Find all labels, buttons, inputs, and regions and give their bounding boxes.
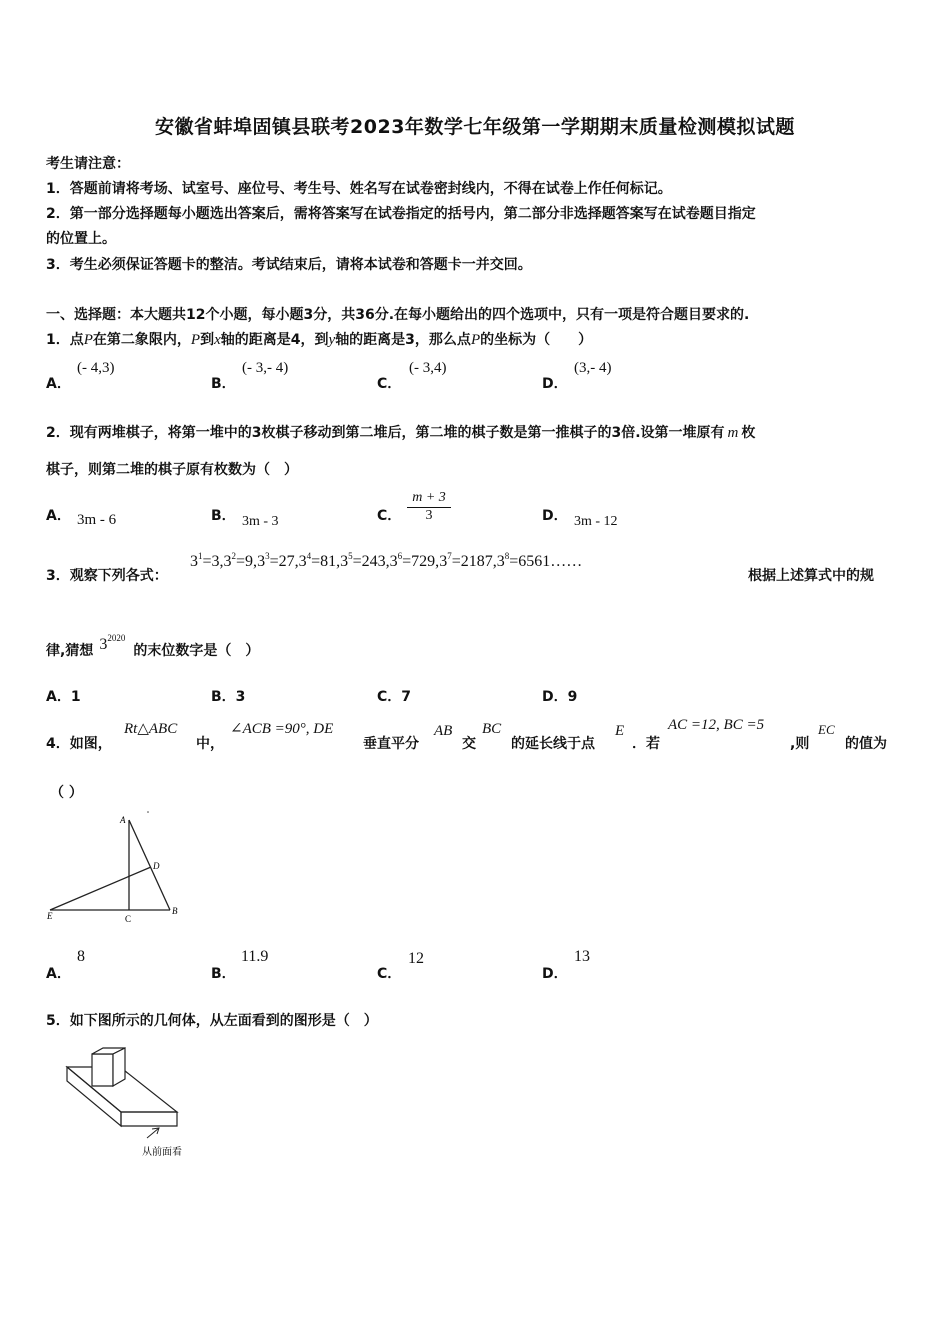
vertex-label-a: A bbox=[120, 815, 126, 825]
q4-math: BC bbox=[482, 721, 502, 737]
vertex-label-e: E bbox=[47, 911, 53, 921]
q4-math: Rt△ABC bbox=[124, 721, 178, 737]
option-a-label: A． bbox=[46, 966, 71, 982]
vertex-label-d: D bbox=[153, 861, 160, 871]
option-d-label: D． bbox=[542, 966, 568, 982]
option-d: D．9 bbox=[542, 689, 578, 705]
option-a-label: A． bbox=[46, 376, 71, 392]
option-d-label: D． bbox=[542, 376, 568, 392]
option-a-value: 8 bbox=[77, 948, 85, 965]
question-4-bracket: （ ） bbox=[50, 785, 83, 801]
q4-math: EC bbox=[818, 722, 835, 737]
option-c-label: C． bbox=[377, 508, 402, 524]
question-3-formula: $3^1=3,3^2=9,3^3=27,3^4=81,3^5=243,3^6=729,3^7=2187,3^8=6561\dots\dots$ bbox=[190, 551, 583, 570]
fraction-denominator: 3 bbox=[425, 508, 433, 523]
option-d-value: 13 bbox=[574, 948, 590, 965]
notice-item: 1．答题前请将考场、试室号、座位号、考生号、姓名写在试卷密封线内，不得在试卷上作任何标记。 bbox=[46, 181, 672, 197]
q4-text: 的延长线于点 bbox=[511, 736, 595, 752]
vertex-label-c: C bbox=[125, 914, 132, 924]
option-d-value: (3,- 4) bbox=[574, 360, 612, 376]
option-c-fraction bbox=[407, 490, 451, 524]
option-c: C．7 bbox=[377, 689, 412, 705]
question-2-stem-line2: 棋子，则第二堆的棋子原有枚数为（ ） bbox=[46, 462, 298, 478]
option-b-value: 3m - 3 bbox=[242, 514, 279, 529]
q4-math: AC =12, BC =5 bbox=[668, 717, 765, 733]
q4-text: ,则 bbox=[790, 736, 810, 752]
option-b: B．3 bbox=[211, 689, 246, 705]
notice-heading: 考生请注意： bbox=[46, 156, 130, 172]
notice-item: 3．考生必须保证答题卡的整洁。考试结束后，请将本试卷和答题卡一并交回。 bbox=[46, 257, 532, 273]
option-a: A．1 bbox=[46, 689, 81, 705]
q4-text: ．若 bbox=[632, 736, 660, 752]
q4-text: 垂直平分 bbox=[363, 736, 419, 752]
option-b-value: 11.9 bbox=[241, 948, 269, 965]
question-3-stem-cont: 根据上述算式中的规 bbox=[748, 568, 874, 584]
option-c-value: (- 3,4) bbox=[409, 360, 447, 376]
option-c-label: C． bbox=[377, 376, 402, 392]
option-d-value: 3m - 12 bbox=[574, 514, 618, 529]
question-1-stem: 1．点P在第二象限内，P到x轴的距离是4，到y轴的距离是3，那么点P的坐标为（ ） bbox=[46, 332, 593, 348]
solid-figure bbox=[55, 1040, 205, 1165]
option-b-label: B． bbox=[211, 508, 236, 524]
page-title: 安徽省蚌埠固镇县联考2023年数学七年级第一学期期末质量检测模拟试题 bbox=[155, 116, 795, 138]
question-3-stem: 3．观察下列各式： bbox=[46, 568, 168, 584]
option-b-label: B． bbox=[211, 376, 236, 392]
q4-text: 的值为 bbox=[845, 736, 887, 752]
option-a-value: 3m - 6 bbox=[77, 512, 117, 528]
notice-item: 的位置上。 bbox=[46, 231, 116, 247]
option-c-value: 12 bbox=[408, 950, 424, 967]
option-a-label: A． bbox=[46, 508, 71, 524]
figure-caption: 从前面看 bbox=[142, 1147, 182, 1158]
option-a-value: (- 4,3) bbox=[77, 360, 115, 376]
section-heading: 一、选择题：本大题共12个小题，每小题3分，共36分.在每小题给出的四个选项中，只有一项是符合题目要求的. bbox=[46, 307, 750, 323]
triangle-figure bbox=[40, 805, 190, 930]
q4-text: 交 bbox=[462, 736, 476, 752]
question-3-stem-line2: 律,猜想 $3^{2020}$的末位数字是（ ） bbox=[46, 633, 260, 659]
q4-math: E bbox=[615, 723, 625, 739]
question-4-stem: 4．如图， bbox=[46, 736, 112, 752]
option-b-value: (- 3,- 4) bbox=[242, 360, 289, 376]
notice-item: 2．第一部分选择题每小题选出答案后，需将答案写在试卷指定的括号内，第二部分非选择题答案写在试卷题目指定 bbox=[46, 206, 756, 222]
q4-text: 中， bbox=[196, 736, 224, 752]
fraction-numerator: m + 3 bbox=[407, 490, 451, 508]
vertex-label-b: B bbox=[172, 906, 178, 916]
q4-math: ∠ACB =90°, DE bbox=[230, 721, 334, 737]
option-b-label: B． bbox=[211, 966, 236, 982]
q4-math: AB bbox=[434, 723, 453, 739]
question-2-stem: 2．现有两堆棋子，将第一堆中的3枚棋子移动到第二堆后，第二堆的棋子数是第一推棋子的3倍.设第一堆原有 m 枚 bbox=[46, 425, 756, 441]
option-c-label: C． bbox=[377, 966, 402, 982]
option-d-label: D． bbox=[542, 508, 568, 524]
question-5-stem: 5．如下图所示的几何体，从左面看到的图形是（ ） bbox=[46, 1013, 378, 1029]
